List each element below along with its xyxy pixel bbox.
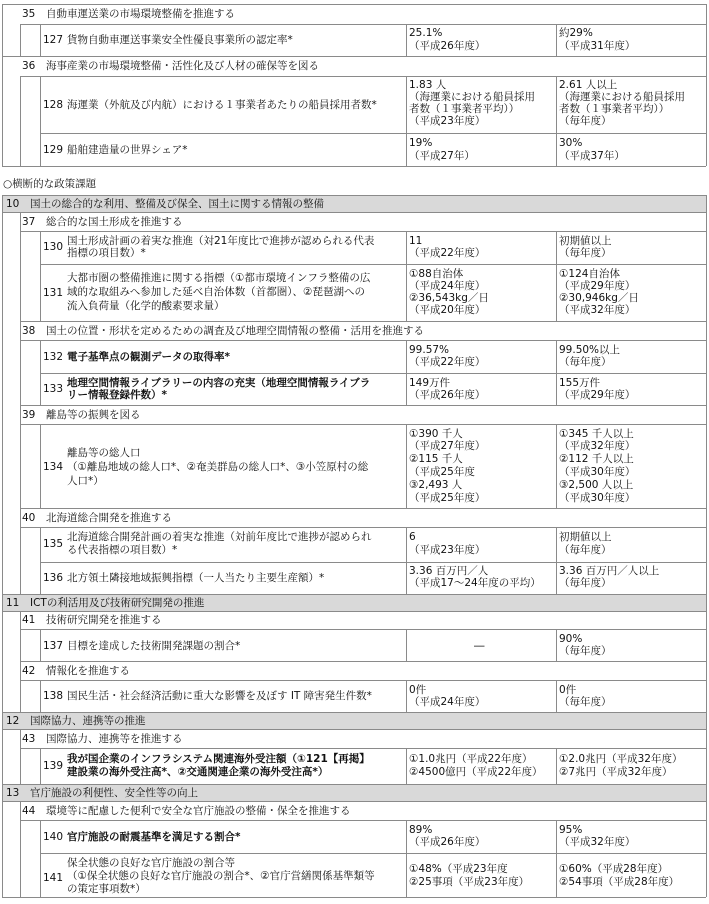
indicator-name: （①離島地域の総人口*、②奄美群島の総人口*、③小笠原村の総 (67, 461, 369, 473)
measure-title: 技術研究開発を推進する (46, 614, 162, 626)
target-value: 99.50%以上 (559, 344, 621, 356)
indicator-name: 離島等の総人口 (67, 447, 141, 459)
target-value: 155万件 (559, 377, 601, 389)
measure-title: 環境等に配慮した便利で安全な官庁施設の整備・保全を推進する (46, 805, 351, 817)
measure-title: 総合的な国土形成を推進する (46, 216, 183, 228)
baseline-line: ②115 千人 (409, 453, 463, 465)
target-year: （平成31年度） (559, 40, 636, 52)
measure-number: 37 (22, 216, 36, 228)
measure-number: 35 (22, 8, 36, 20)
baseline-line: 者数（１事業者平均）） (409, 103, 520, 115)
target-value: ①2.0兆円（平成32年度） (559, 753, 683, 765)
indicator-name: （①保全状態の良好な官庁施設の割合*、②官庁営繕関係基準類等 (67, 870, 375, 882)
baseline-value: 19% (409, 137, 433, 149)
indicator-name: る代表指標の項目数）* (67, 544, 178, 556)
indicator-number: 131 (43, 287, 64, 299)
section-heading: ○横断的な政策課題 (3, 178, 97, 190)
baseline-value: ― (474, 640, 485, 652)
measure-title: 情報化を推進する (46, 665, 130, 677)
indicator-name: 大都市圏の整備推進に関する指標（①都市環境インフラ整備の広 (67, 272, 371, 284)
measure-title: 自動車運送業の市場環境整備を推進する (46, 8, 235, 20)
baseline-line: ③2,493 人 (409, 479, 463, 491)
target-line: （平成29年度） (559, 280, 636, 292)
baseline-value: 99.57% (409, 344, 450, 356)
target-year: （毎年度） (559, 696, 612, 708)
target-year: （毎年度） (559, 247, 612, 259)
baseline-value: 25.1% (409, 27, 443, 39)
indicator-name: 保全状態の良好な官庁施設の割合等 (67, 857, 235, 869)
indicator-name: 北方領土隣接地域振興指標（一人当たり主要生産額）* (67, 572, 325, 584)
target-year: （毎年度） (559, 577, 612, 589)
indicator-number: 127 (43, 34, 64, 46)
target-line: ②112 千人以上 (559, 453, 634, 465)
baseline-line: （海運業における船員採用 (409, 91, 535, 103)
target-value: 95% (559, 824, 583, 836)
goal-number: 11 (6, 597, 20, 609)
measure-number: 44 (22, 805, 36, 817)
indicator-number: 138 (43, 690, 64, 702)
target-year: （平成32年度） (559, 836, 636, 848)
baseline-line: （平成25年度 (409, 466, 475, 478)
measure-number: 39 (22, 409, 36, 421)
measure-number: 38 (22, 325, 36, 337)
indicator-number: 137 (43, 640, 64, 652)
indicator-name: 我が国企業のインフラシステム関連海外受注額（①121【再掲】 (67, 753, 370, 765)
target-year: （毎年度） (559, 645, 612, 657)
target-line: （平成32年度） (559, 304, 636, 316)
measure-number: 43 (22, 733, 36, 745)
indicator-name: 指標の項目数）* (67, 247, 146, 259)
indicator-name: 目標を達成した技術開発課題の割合* (67, 640, 241, 652)
baseline-value: 89% (409, 824, 433, 836)
measure-number: 36 (22, 60, 36, 72)
target-line: ①124自治体 (559, 268, 620, 280)
baseline-value: 11 (409, 235, 423, 247)
baseline-line: （平成24年度） (409, 280, 486, 292)
target-value: 初期値以上 (559, 531, 612, 543)
target-value: ②54事項（平成28年度） (559, 876, 680, 888)
target-year: （平成37年） (559, 150, 625, 162)
baseline-line: ①88自治体 (409, 268, 464, 280)
target-line: 2.61 人以上 (559, 79, 618, 91)
target-line: ①345 千人以上 (559, 428, 634, 440)
goal-number: 10 (6, 198, 20, 210)
indicator-name: 国民生活・社会経済活動に重大な影響を及ぼす IT 障害発生件数* (67, 690, 372, 702)
target-line: （平成30年度） (559, 492, 636, 504)
baseline-year: （平成24年度） (409, 696, 486, 708)
baseline-line: ②36,543kg／日 (409, 292, 489, 304)
target-value: 0件 (559, 684, 577, 696)
indicator-name: 船舶建造量の世界シェア* (67, 144, 188, 156)
goal-number: 13 (6, 787, 20, 799)
baseline-value: 149万件 (409, 377, 451, 389)
indicator-number: 132 (43, 351, 64, 363)
baseline-line: （平成23年度） (409, 115, 486, 127)
indicator-name: の策定事項数*） (67, 883, 146, 895)
baseline-year: （平成26年度） (409, 836, 486, 848)
target-value: 初期値以上 (559, 235, 612, 247)
measure-number: 42 (22, 665, 36, 677)
baseline-value: 0件 (409, 684, 427, 696)
measure-title: 国土の位置・形状を定めるための調査及び地理空間情報の整備・活用を推進する (46, 325, 424, 337)
goal-title: ICTの利活用及び技術研究開発の推進 (30, 597, 205, 609)
baseline-line: （平成27年度） (409, 440, 486, 452)
indicator-name: 海運業（外航及び内航）における１事業者あたりの船員採用者数* (67, 99, 377, 111)
target-line: （平成32年度） (559, 440, 636, 452)
measure-title: 北海道総合開発を推進する (46, 512, 172, 524)
indicator-name: 官庁施設の耐震基準を満足する割合* (67, 831, 241, 843)
target-value: 90% (559, 633, 583, 645)
indicator-name: 地理空間情報ライブラリーの内容の充実（地理空間情報ライブラ (67, 377, 371, 389)
measure-title: 国際協力、連携等を推進する (46, 733, 183, 745)
measure-title: 離島等の振興を図る (46, 409, 141, 421)
target-value: ①60%（平成28年度） (559, 863, 669, 875)
target-line: （毎年度） (559, 115, 612, 127)
indicator-name: 国土形成計画の着実な推進（対21年度比で進捗が認められる代表 (67, 235, 375, 247)
baseline-value: ②25事項（平成23年度） (409, 876, 530, 888)
baseline-year: （平成26年度） (409, 40, 486, 52)
target-year: （毎年度） (559, 356, 612, 368)
goal-title: 国土の総合的な利用、整備及び保全、国土に関する情報の整備 (30, 198, 324, 210)
indicator-name: 北海道総合開発計画の着実な推進（対前年度比で進捗が認められ (67, 531, 372, 543)
target-line: ③2,500 人以上 (559, 479, 634, 491)
target-line: （海運業における船員採用 (559, 91, 685, 103)
goal-title: 官庁施設の利便性、安全性等の向上 (30, 787, 198, 799)
baseline-year: （平成22年度） (409, 356, 486, 368)
target-value: 30% (559, 137, 583, 149)
baseline-year: （平成27年） (409, 150, 475, 162)
target-line: ②30,946kg／日 (559, 292, 639, 304)
indicator-number: 135 (43, 538, 64, 550)
target-value: 3.36 百万円／人以上 (559, 565, 660, 577)
indicator-number: 136 (43, 572, 64, 584)
goal-title: 国際協力、連携等の推進 (30, 715, 146, 727)
indicator-name: 貨物自動車運送事業安全性優良事業所の認定率* (67, 34, 293, 46)
measure-number: 40 (22, 512, 36, 524)
measure-title: 海事産業の市場環境整備・活性化及び人材の確保等を図る (46, 60, 319, 72)
baseline-value: ①1.0兆円（平成22年度） (409, 753, 533, 765)
indicator-name: リー情報登録件数）* (67, 389, 167, 401)
goal-number: 12 (6, 715, 20, 727)
baseline-value: 3.36 百万円／人 (409, 565, 489, 577)
indicator-number: 128 (43, 99, 64, 111)
target-line: （平成30年度） (559, 466, 636, 478)
indicator-number: 130 (43, 241, 64, 253)
indicator-name: 流入負荷量（化学的酸素要求量） (67, 300, 225, 312)
target-value: 約29% (559, 27, 593, 39)
baseline-value: 6 (409, 531, 416, 543)
target-year: （平成29年度） (559, 389, 636, 401)
measure-number: 41 (22, 614, 36, 626)
indicator-number: 141 (43, 872, 64, 884)
target-line: 者数（１事業者平均）） (559, 103, 670, 115)
baseline-year: （平成17～24年度の平均） (409, 577, 541, 589)
baseline-line: ①390 千人 (409, 428, 463, 440)
indicator-number: 139 (43, 760, 64, 772)
target-year: （毎年度） (559, 544, 612, 556)
indicator-number: 134 (43, 461, 64, 473)
baseline-value: ①48%（平成23年度 (409, 863, 508, 875)
baseline-year: （平成23年度） (409, 544, 486, 556)
baseline-year: （平成22年度） (409, 247, 486, 259)
baseline-line: 1.83 人 (409, 79, 447, 91)
baseline-line: （平成20年度） (409, 304, 486, 316)
indicator-number: 133 (43, 383, 64, 395)
baseline-year: （平成26年度） (409, 389, 486, 401)
indicator-name: 人口*） (67, 475, 104, 487)
baseline-line: （平成25年度） (409, 492, 486, 504)
indicator-name: 電子基準点の観測データの取得率* (67, 351, 230, 363)
target-value: ②7兆円（平成32年度） (559, 766, 673, 778)
indicator-name: 域的な取組みへ参加した延べ自治体数（首都圏）、②琵琶湖への (67, 286, 365, 298)
indicator-number: 129 (43, 144, 64, 156)
indicator-name: 建設業の海外受注高*、②交通関連企業の海外受注高*） (67, 766, 329, 778)
indicator-number: 140 (43, 831, 64, 843)
baseline-value: ②4500億円（平成22年度） (409, 766, 543, 778)
